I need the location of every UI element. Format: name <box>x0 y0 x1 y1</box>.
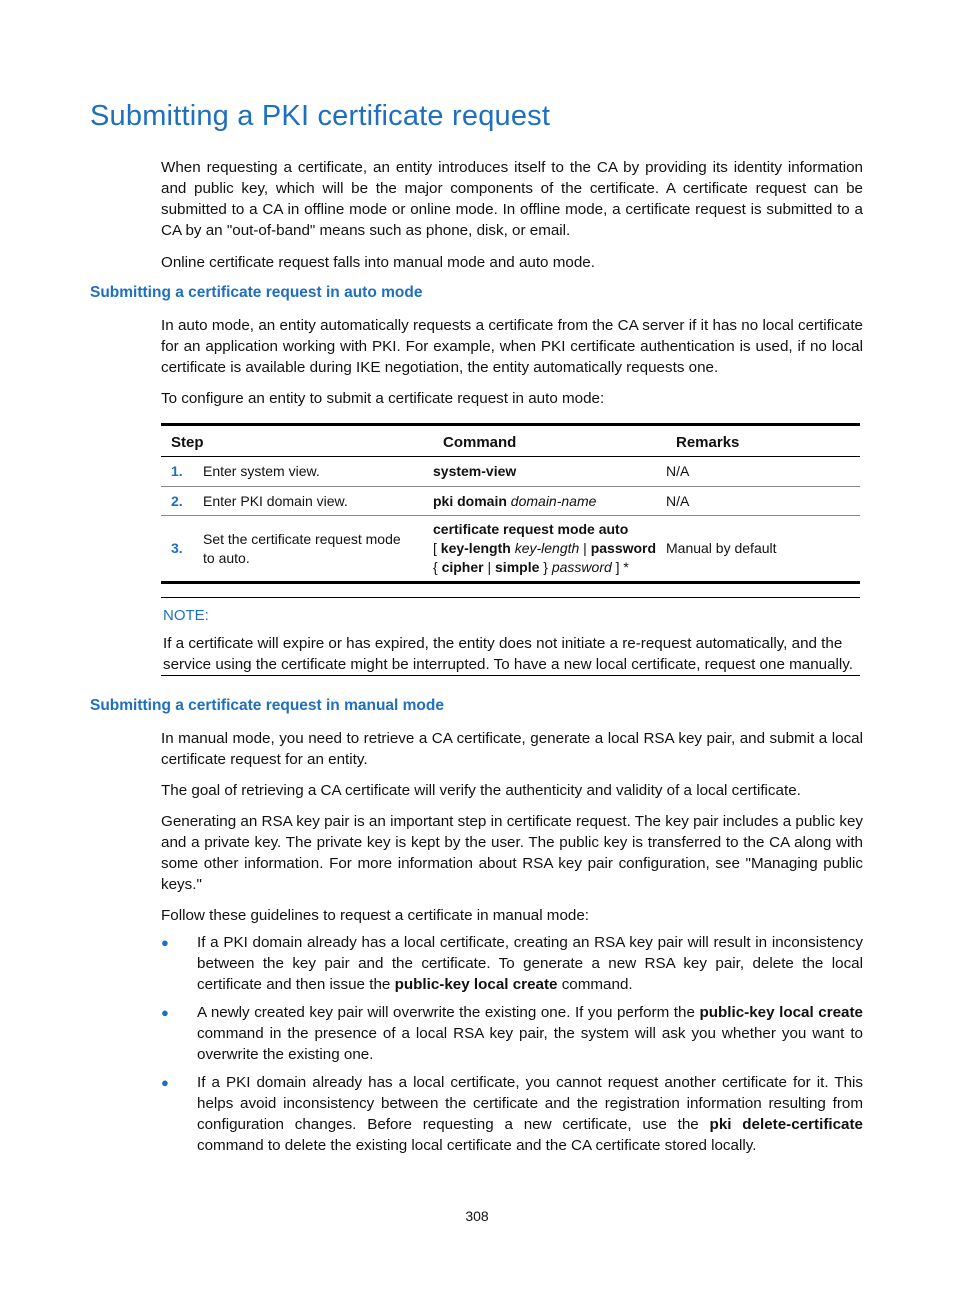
column-header-step: Step <box>161 425 433 457</box>
manual-mode-paragraph: In manual mode, you need to retrieve a CA certificate, generate a local RSA key pair, and submit a local certificate request for an entity. <box>161 730 863 768</box>
step-remark: N/A <box>666 457 860 487</box>
note-label: NOTE: <box>163 607 209 624</box>
config-table <box>161 423 860 584</box>
list-item-text: If a PKI domain already has a local certificate, you cannot request another certificate for it. This helps avoid inconsistency between the certificate and the registration information resulting from configuration changes. Before requesting a new certificate, use the pki delete-certificate command to delete the existing local certificate and the CA certificate stored locally. <box>197 1074 863 1154</box>
manual-mode-paragraph-3: Generating an RSA key pair is an important step in certificate request. The key pair includes a public key and a private key. The private key is kept by the user. The public key is transferred to the CA along with some other information. For more information about RSA key pair configuration, see "Managing public keys." <box>161 813 863 893</box>
auto-mode-instruction: To configure an entity to submit a certificate request in auto mode: <box>161 390 605 407</box>
bullet-icon: ● <box>161 935 169 950</box>
list-item <box>161 932 863 995</box>
intro-paragraph-2: Online certificate request falls into manual mode and auto mode. <box>161 254 595 271</box>
page-number: 308 <box>465 1208 489 1224</box>
command-line-1: certificate request mode auto <box>433 521 629 537</box>
step-number: 2. <box>161 487 203 516</box>
step-remark: Manual by default <box>666 516 860 583</box>
command-argument: domain-name <box>510 492 597 509</box>
list-item-text: If a PKI domain already has a local certificate, creating an RSA key pair will result in inconsistency between the key pair and the certificate. To generate a new RSA key pair, delete the local certificate and then issue the public-key local create command. <box>197 934 863 993</box>
step-command <box>433 457 666 487</box>
auto-mode-paragraph: In auto mode, an entity automatically requests a certificate from the CA server if it has no local certificate for an application working with PKI. For example, when PKI certificate authentication is used, if no local certificate is available during IKE negotiation, the entity automatically requests one. <box>161 317 863 376</box>
note-bottom-rule <box>161 675 860 676</box>
bullet-icon: ● <box>161 1005 169 1020</box>
command-keyword: system-view <box>433 463 517 479</box>
table-row <box>161 487 860 516</box>
list-item <box>161 1002 863 1065</box>
column-header-command: Command <box>433 425 666 457</box>
table-header-row <box>161 425 860 457</box>
step-command <box>433 487 666 516</box>
command-line-3: { cipher | simple } password ] * <box>433 559 629 575</box>
step-description: Set the certificate request mode to auto. <box>203 516 433 583</box>
table-row <box>161 457 860 487</box>
step-remark: N/A <box>666 487 860 516</box>
manual-mode-paragraph-2: The goal of retrieving a CA certificate will verify the authenticity and validity of a local certificate. <box>161 782 801 799</box>
command-line-2: [ key-length key-length | password <box>433 540 657 556</box>
note-text: If a certificate will expire or has expired, the entity does not initiate a re-request automatically, and the service using the certificate might be interrupted. To have a new local certificate, request one manually. <box>163 635 853 673</box>
note-top-rule <box>161 597 860 598</box>
manual-mode-heading: Submitting a certificate request in manual mode <box>90 697 444 714</box>
intro-paragraph: When requesting a certificate, an entity introduces itself to the CA by providing its identity information and public key, which will be the major components of the certificate. A certificate request can be submitted to a CA in offline mode or online mode. In offline mode, a certificate request is submitted to a CA by an "out-of-band" means such as phone, disk, or email. <box>161 159 863 239</box>
bullet-icon: ● <box>161 1075 169 1090</box>
list-item-text: A newly created key pair will overwrite the existing one. If you perform the public-key local create command in the presence of a local RSA key pair, the system will ask you whether you want to overwrite the existing one. <box>197 1004 863 1063</box>
step-number: 1. <box>161 457 203 487</box>
column-header-remarks: Remarks <box>666 425 860 457</box>
step-description: Enter system view. <box>203 457 433 487</box>
page-title: Submitting a PKI certificate request <box>90 100 551 132</box>
step-description: Enter PKI domain view. <box>203 487 433 516</box>
step-command <box>433 516 666 583</box>
auto-mode-heading: Submitting a certificate request in auto mode <box>90 284 423 301</box>
manual-mode-paragraph-4: Follow these guidelines to request a certificate in manual mode: <box>161 907 590 924</box>
list-item <box>161 1072 863 1156</box>
step-number: 3. <box>161 516 203 583</box>
table-row <box>161 516 860 583</box>
command-keyword: pki domain <box>433 492 507 509</box>
